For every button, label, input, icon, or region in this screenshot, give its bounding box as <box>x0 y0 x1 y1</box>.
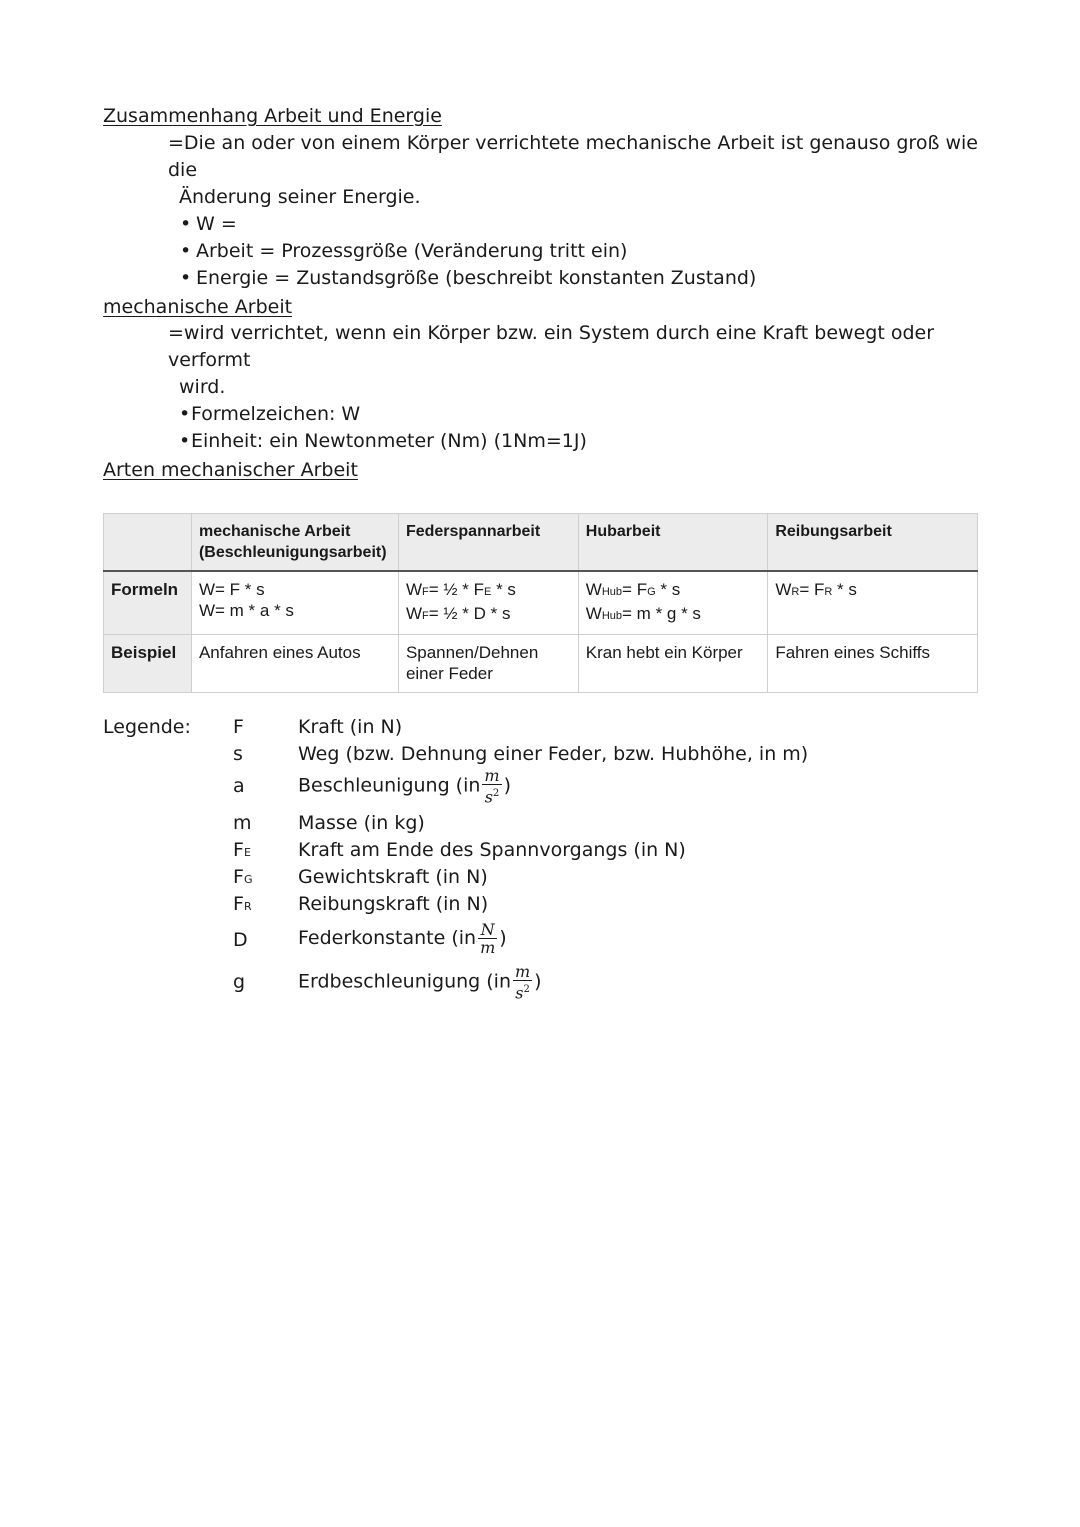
heading-zusammenhang: Zusammenhang Arbeit und Energie <box>103 105 442 127</box>
legend-description: Gewichtskraft (in N) <box>298 866 488 888</box>
formula: WF= ½ * D * s <box>405 604 511 623</box>
row-label-formeln: Formeln <box>104 571 192 635</box>
definition-zusammenhang <box>168 130 988 292</box>
legend-symbol: g <box>233 971 246 993</box>
definition-line: wird. <box>179 376 226 398</box>
cell-beispiel-mechanisch: Anfahren eines Autos <box>191 635 398 693</box>
cell-formel-reibung <box>768 571 978 635</box>
example-line: Spannen/Dehnen <box>405 643 539 662</box>
header-cell-federspannarbeit: Federspannarbeit <box>398 514 578 572</box>
header-cell-hubarbeit: Hubarbeit <box>578 514 768 572</box>
legend-description: Kraft am Ende des Spannvorgangs (in N) <box>298 839 686 861</box>
heading-mechanische-arbeit: mechanische Arbeit <box>103 296 293 318</box>
legend-description: Weg (bzw. Dehnung einer Feder, bzw. Hubhöhe, in m) <box>298 743 809 765</box>
table-row-formeln <box>104 571 978 635</box>
legend-symbol: FR <box>233 893 252 915</box>
formula: WHub= m * g * s <box>585 604 701 623</box>
legend-symbol: FG <box>233 866 253 888</box>
legend-symbol: m <box>233 812 252 834</box>
cell-formel-mechanisch <box>191 571 398 635</box>
legend-description: Erdbeschleunigung (in $\frac{m}{s^2}$ ) <box>298 962 542 1003</box>
legend-description: Federkonstante (in $\frac{N}{m}$ ) <box>298 920 507 957</box>
legend-symbol: FE <box>233 839 251 861</box>
cell-formel-feder <box>398 571 578 635</box>
row-label-beispiel: Beispiel <box>104 635 192 693</box>
legend-symbol: F <box>233 716 244 738</box>
unit-fraction: $\frac{m}{s^2}$ <box>484 766 500 807</box>
legend-symbol: a <box>233 775 245 797</box>
bullet-item: • Energie = Zustandsgröße (beschreibt konstanten Zustand) <box>168 265 988 292</box>
header-cell-mechanische-arbeit <box>191 514 398 572</box>
bullet-item: • Arbeit = Prozessgröße (Veränderung tritt ein) <box>168 238 988 265</box>
header-cell-empty <box>104 514 192 572</box>
example-line: einer Feder <box>405 664 493 683</box>
legend-label: Legende: <box>103 716 191 738</box>
formula: W= F * s <box>198 580 265 599</box>
table-header-row <box>104 514 978 572</box>
header-line: (Beschleunigungsarbeit) <box>198 544 387 561</box>
header-cell-reibungsarbeit: Reibungsarbeit <box>768 514 978 572</box>
arbeit-table <box>103 513 978 693</box>
formula: WR= FR * s <box>775 580 857 599</box>
legend-symbol: s <box>233 743 243 765</box>
formula: WHub= FG * s <box>585 580 681 599</box>
legend-symbol: D <box>233 929 248 951</box>
cell-beispiel-reibung: Fahren eines Schiffs <box>768 635 978 693</box>
definition-line: =wird verrichtet, wenn ein Körper bzw. ein System durch eine Kraft bewegt oder verformt <box>168 322 935 371</box>
legend-description: Masse (in kg) <box>298 812 425 834</box>
legend-description: Kraft (in N) <box>298 716 403 738</box>
unit-fraction: $\frac{N}{m}$ <box>480 920 496 957</box>
bullet-item: • Einheit: ein Newtonmeter (Nm) (1Nm=1J) <box>168 428 988 455</box>
bullet-item: • W = <box>168 211 988 238</box>
cell-formel-hub <box>578 571 768 635</box>
heading-arten: Arten mechanischer Arbeit <box>103 459 358 481</box>
definition-line: Änderung seiner Energie. <box>179 186 421 208</box>
cell-beispiel-feder <box>398 635 578 693</box>
legend-description: Reibungskraft (in N) <box>298 893 489 915</box>
bullet-list <box>168 401 988 455</box>
bullet-list <box>168 211 988 292</box>
definition-line: =Die an oder von einem Körper verrichtete mechanische Arbeit ist genauso groß wie die <box>168 132 978 181</box>
table-row-beispiel <box>104 635 978 693</box>
header-line: mechanische Arbeit <box>198 523 351 540</box>
formula: W= m * a * s <box>198 601 294 620</box>
cell-beispiel-hub: Kran hebt ein Körper <box>578 635 768 693</box>
legend-description: Beschleunigung (in $\frac{m}{s^2}$ ) <box>298 766 512 807</box>
formula: WF= ½ * FE * s <box>405 580 516 599</box>
unit-fraction: $\frac{m}{s^2}$ <box>515 962 531 1003</box>
bullet-item: • Formelzeichen: W <box>168 401 988 428</box>
definition-mechanische-arbeit <box>168 320 988 455</box>
